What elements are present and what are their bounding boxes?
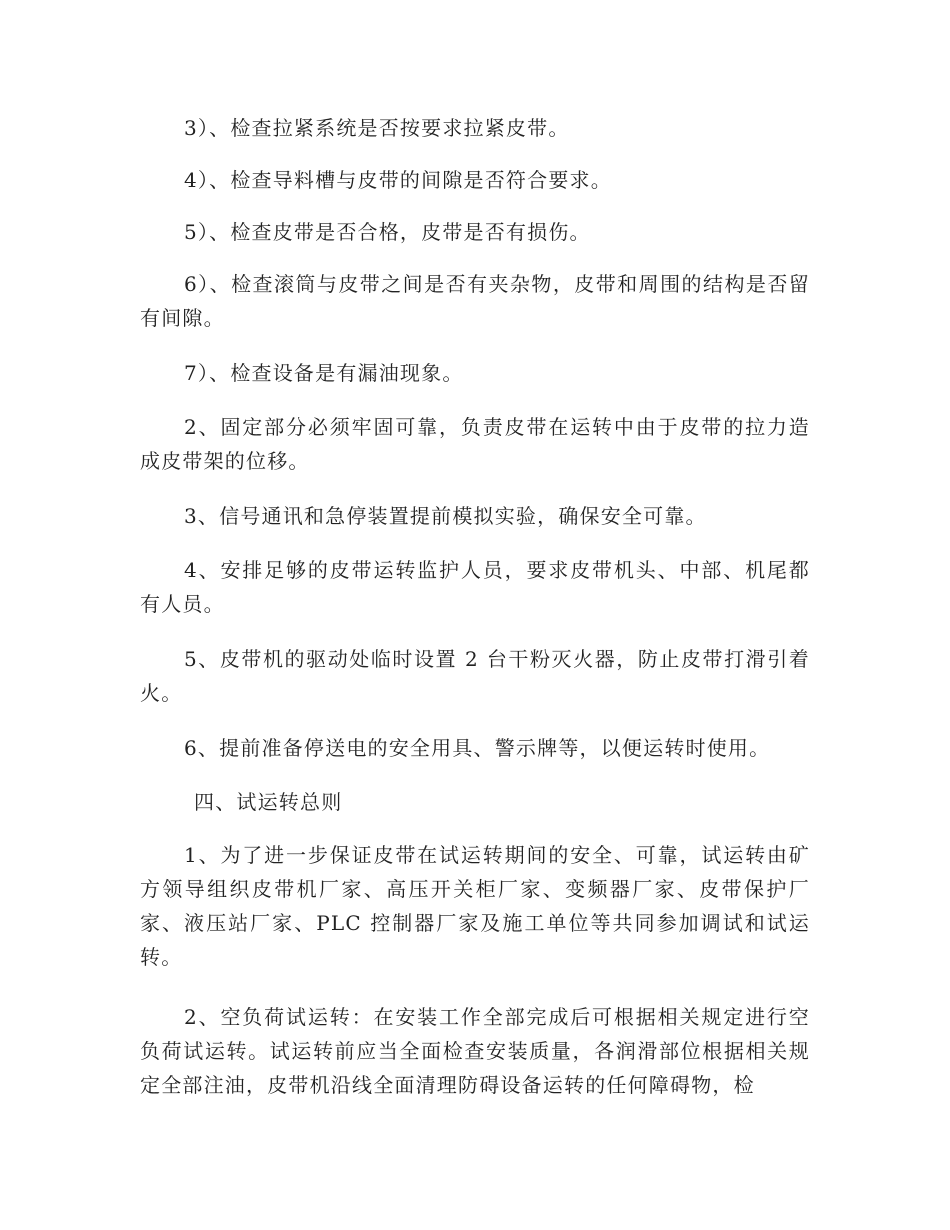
paragraph-safety-tools: 6、提前准备停送电的安全用具、警示牌等，以便运转时使用。 xyxy=(184,736,771,760)
paragraph-check-belt-quality: 5）、检查皮带是否合格，皮带是否有损伤。 xyxy=(184,220,591,244)
paragraph-check-tension-system: 3）、检查拉紧系统是否按要求拉紧皮带。 xyxy=(184,116,570,140)
paragraph-signal-emergency-stop: 3、信号通讯和急停装置提前模拟实验，确保安全可靠。 xyxy=(184,504,707,528)
paragraph-fixed-parts: 2、固定部分必须牢固可靠，负责皮带在运转中由于皮带的拉力造成皮带架的位移。 xyxy=(140,415,810,473)
paragraph-monitoring-staff: 4、安排足够的皮带运转监护人员，要求皮带机头、中部、机尾都有人员。 xyxy=(140,558,810,616)
paragraph-check-oil-leak: 7）、检查设备是有漏油现象。 xyxy=(184,361,464,385)
paragraph-fire-extinguishers: 5、皮带机的驱动处临时设置 2 台干粉灭火器，防止皮带打滑引着火。 xyxy=(140,647,810,705)
paragraph-check-chute-gap: 4）、检查导料槽与皮带的间隙是否符合要求。 xyxy=(184,168,612,192)
paragraph-no-load-trial: 2、空负荷试运转：在安装工作全部完成后可根据相关规定进行空负荷试运转。试运转前应当全面检查安装质量，各润滑部位根据相关规定全部注油，皮带机沿线全面清理防碍设备运转的任何障碍物，检 xyxy=(140,1005,810,1097)
paragraph-check-pulley-debris: 6）、检查滚筒与皮带之间是否有夹杂物，皮带和周围的结构是否留有间隙。 xyxy=(140,272,810,330)
section-heading: 四、试运转总则 xyxy=(194,790,343,814)
paragraph-trial-organization: 1、为了进一步保证皮带在试运转期间的安全、可靠，试运转由矿方领导组织皮带机厂家、高压开关柜厂家、变频器厂家、皮带保护厂家、液压站厂家、PLC 控制器厂家及施工单位等共同参加调试和试运转。 xyxy=(140,843,810,969)
